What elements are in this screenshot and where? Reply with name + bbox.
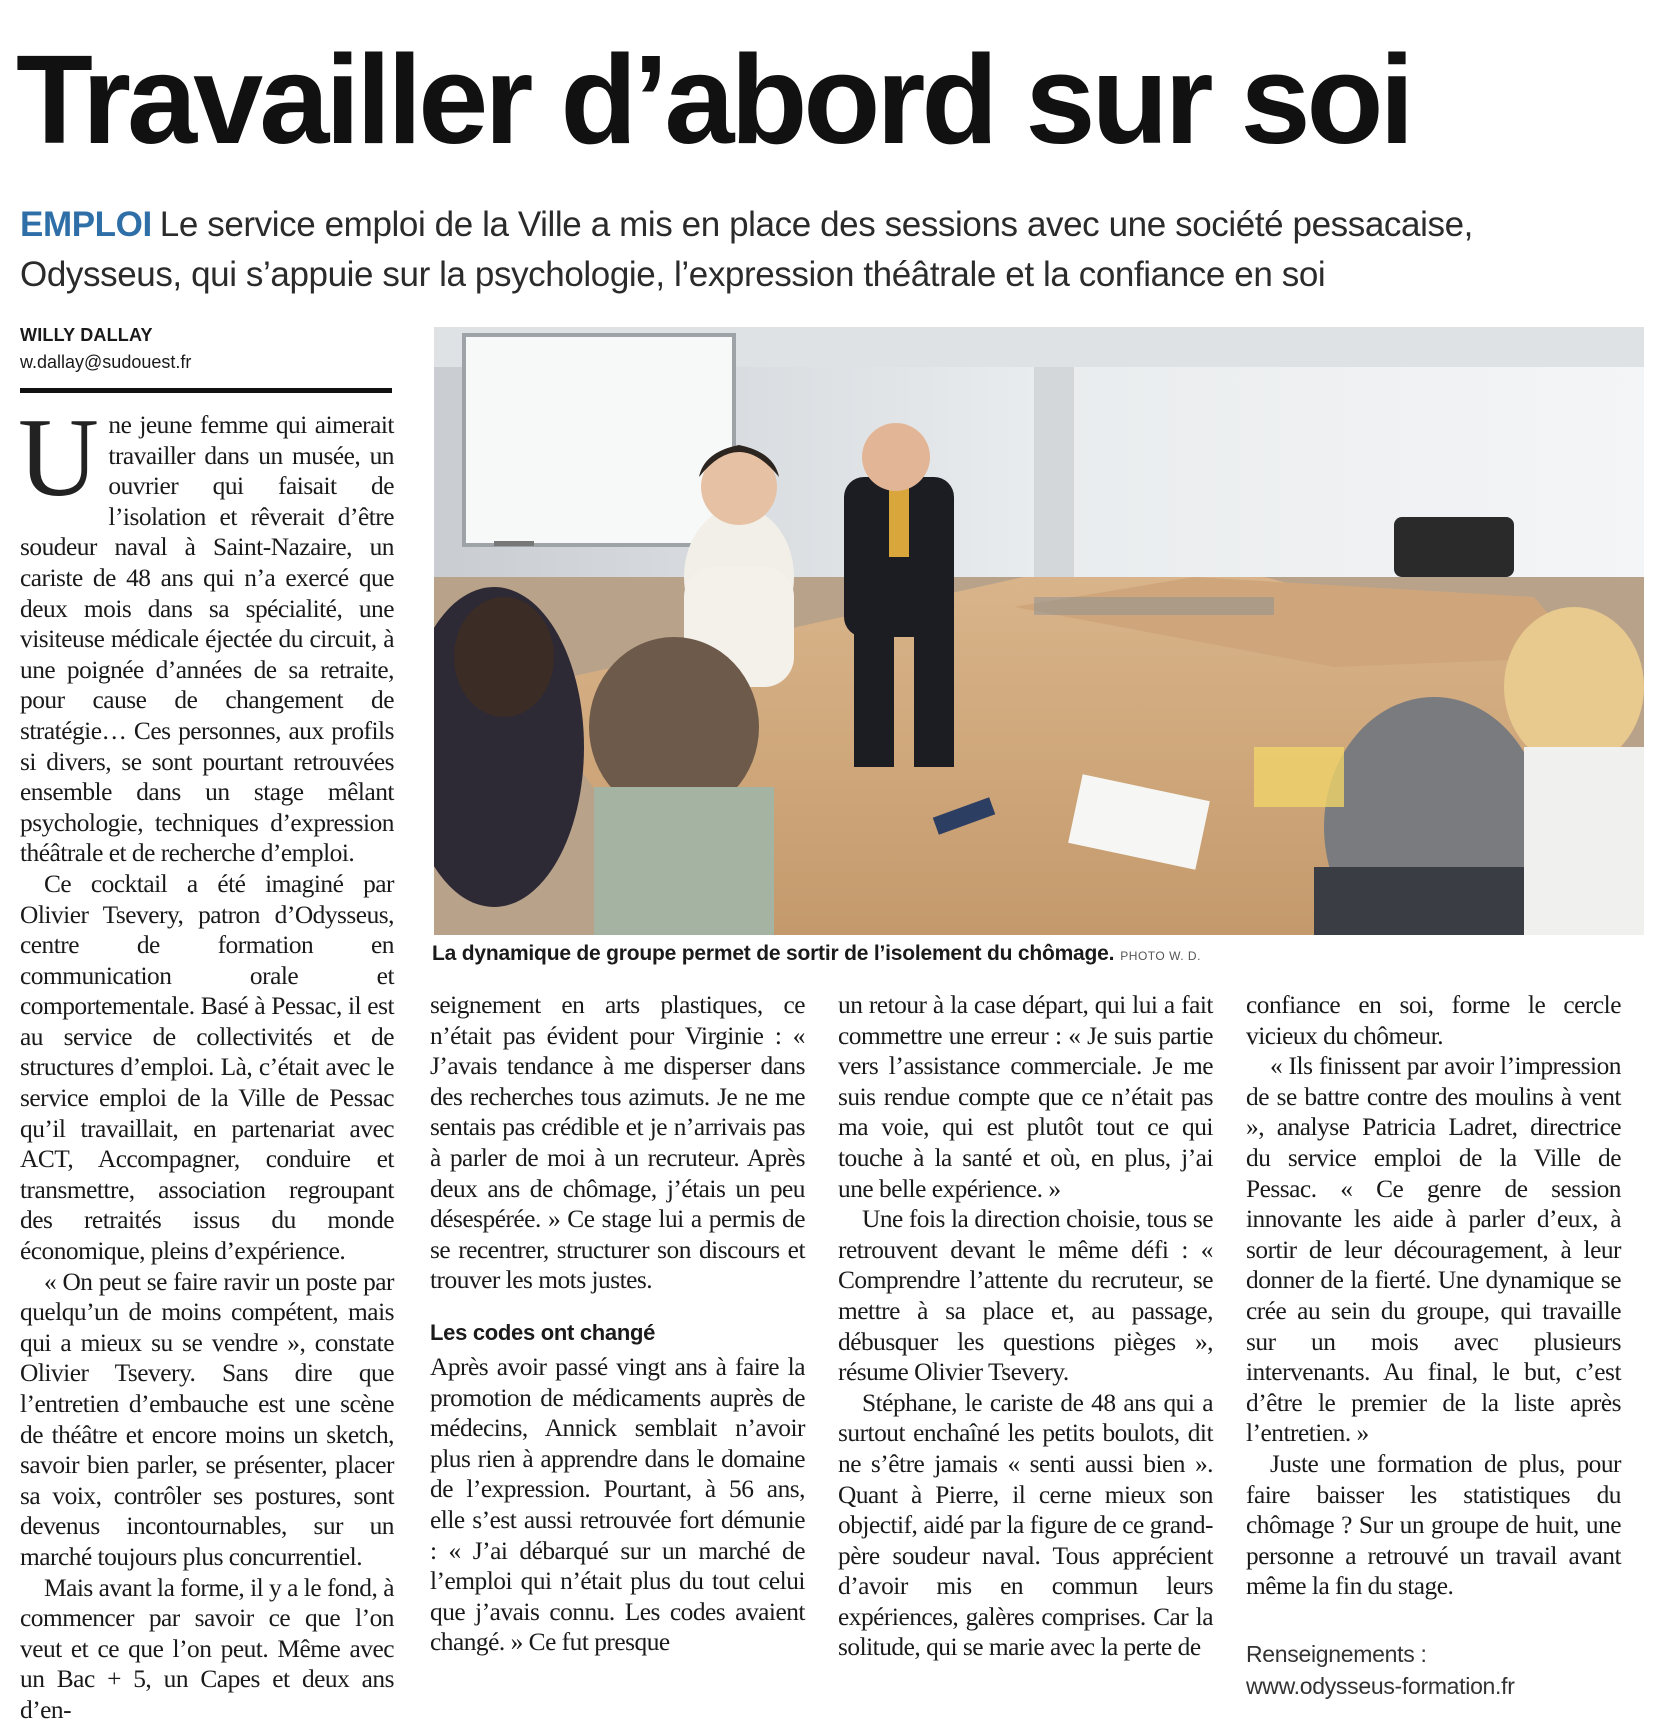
deck-text: Le service emploi de la Ville a mis en place des sessions avec une société pessacaise, Odysseus, qui s’appuie sur la psychologie, l’expression théâtrale et la confiance en soi — [20, 205, 1473, 294]
info-label: Renseignements : — [1246, 1640, 1427, 1667]
section-kicker: EMPLOI — [20, 205, 152, 244]
paragraph-text: ne jeune femme qui aimerait travailler dans un musée, un ouvrier qui faisait de l’isolation et rêverait d’être soudeur naval à Saint-Nazaire, un cariste de 48 ans qui n’a exercé que deux mois dans sa spécialité, une visiteuse médicale éjectée du circuit, à une poignée d’années de sa retraite, pour cause de changement de stratégie… Ces personnes, aux profils si divers, se sont pourtant retrouvées ensemble dans un stage mêlant psychologie, techniques d’expression théâtrale et de recherche d’emploi. — [20, 411, 394, 868]
article-subhead: Les codes ont changé — [430, 1319, 656, 1345]
headline: Travailler d’abord sur soi — [16, 29, 1411, 170]
article-paragraph: seignement en arts plastiques, ce n’était pas évident pour Virginie : « J’avais tendance à me disperser dans des recherches tous azimuts. Je ne me sentais pas crédible et je n’arrivais pas à parler de moi à un recruteur. Après deux ans de chômage, j’étais un peu désespérée. » Ce stage lui a permis de se recentrer, structurer son discours et trouver les mots justes. — [430, 991, 805, 1295]
byline-author: WILLY DALLAY — [20, 325, 153, 345]
photo-caption — [432, 940, 1647, 970]
article-column-1 — [18, 396, 394, 1723]
article-column-2 — [430, 990, 805, 1710]
article-paragraph: Ce cocktail a été imaginé par Olivier Tsevery, patron d’Odysseus, centre de formation en communication orale et comportementale. Basé à Pessac, il est au service de collectivités et de structures d’emploi. Là, c’était avec le service emploi de la Ville de Pessac qu’il travaillait, en partenariat avec ACT, Accompagner, conduire et transmettre, association regroupant des retraités issus du monde économique, pleins d’expérience. — [20, 869, 394, 1266]
article-paragraph: Stéphane, le cariste de 48 ans qui a surtout enchaîné les petits boulots, dit ne s’être jamais « senti aussi bien ». Quant à Pierre, il cerne mieux son objectif, aidé par la figure de ce grand-père soudeur naval. Tous apprécient d’avoir mis en commun leurs expériences, galères comprises. Car la solitude, qui se marie avec la perte de — [838, 1388, 1213, 1662]
byline-email: w.dallay@sudouest.fr — [20, 352, 192, 372]
caption-text: La dynamique de groupe permet de sortir de l’isolement du chômage. — [432, 942, 1115, 965]
article-column-4 — [1246, 990, 1621, 1710]
article-paragraph: Mais avant la forme, il y a le fond, à commencer par savoir ce que l’on veut et ce que l’on peut. Même avec un Bac + 5, un Capes et deux ans d’en- — [20, 1573, 394, 1723]
deck — [20, 200, 1640, 300]
article-column-3 — [838, 990, 1213, 1710]
article-paragraph: « Ils finissent par avoir l’impression de se battre contre des moulins à vent », analyse Patricia Ladret, directrice du service emploi de la Ville de Pessac. « Ce genre de session innovante les aide à parler d’eux, à sortir de leur découragement, à leur donner de la fierté. Une dynamique se crée au sein du groupe, qui travaille sur un mois avec plusieurs intervenants. Au final, le but, c’est d’être le premier de la liste après l’entretien. » — [1246, 1052, 1621, 1448]
byline-rule — [20, 388, 392, 393]
info-box — [1246, 1638, 1621, 1702]
article-paragraph — [18, 396, 394, 869]
photo-credit: PHOTO W. D. — [1120, 949, 1201, 963]
article-paragraph: Après avoir passé vingt ans à faire la promotion de médicaments auprès de médecins, Annick semblait n’avoir plus rien à apprendre dans le domaine de l’expression. Pourtant, à 56 ans, elle s’est aussi retrouvée fort démunie : « J’ai débarqué sur un marché de l’emploi qui n’était plus du tout celui que j’avais connu. Les codes avaient changé. » Ce fut presque — [430, 1352, 805, 1657]
article-paragraph: Juste une formation de plus, pour faire baisser les statistiques du chômage ? Sur un groupe de huit, une personne a retrouvé un travail avant même la fin du stage. — [1246, 1449, 1621, 1601]
byline — [20, 322, 392, 393]
article-paragraph: confiance en soi, forme le cercle vicieux du chômeur. — [1246, 991, 1621, 1050]
article-paragraph: « On peut se faire ravir un poste par quelqu’un de moins compétent, mais qui a mieux su se vendre », constate Olivier Tsevery. Sans dire que l’entretien d’embauche est une scène de théâtre et encore moins un sketch, savoir bien parler, se présenter, placer sa voix, contrôler ses postures, sont devenus incontournables, sur un marché toujours plus concurrentiel. — [20, 1267, 394, 1571]
drop-cap: U — [18, 396, 99, 520]
article-paragraph: Une fois la direction choisie, tous se retrouvent devant le même défi : « Comprendre l’attente du recruteur, se mettre à sa place et, au passage, débusquer les questions pièges », résume Olivier Tsevery. — [838, 1205, 1213, 1387]
classroom-photo-illustration — [434, 327, 1644, 935]
info-url[interactable]: www.odysseus-formation.fr — [1246, 1672, 1515, 1699]
article-paragraph: un retour à la case départ, qui lui a fait commettre une erreur : « Je suis partie vers l’assistance commerciale. Je me suis rendue compte que ce n’était pas ma voie, qui est plutôt tout ce qui touche à la santé et où, en plus, j’ai une belle expérience. » — [838, 991, 1213, 1203]
article-photo — [434, 327, 1644, 935]
